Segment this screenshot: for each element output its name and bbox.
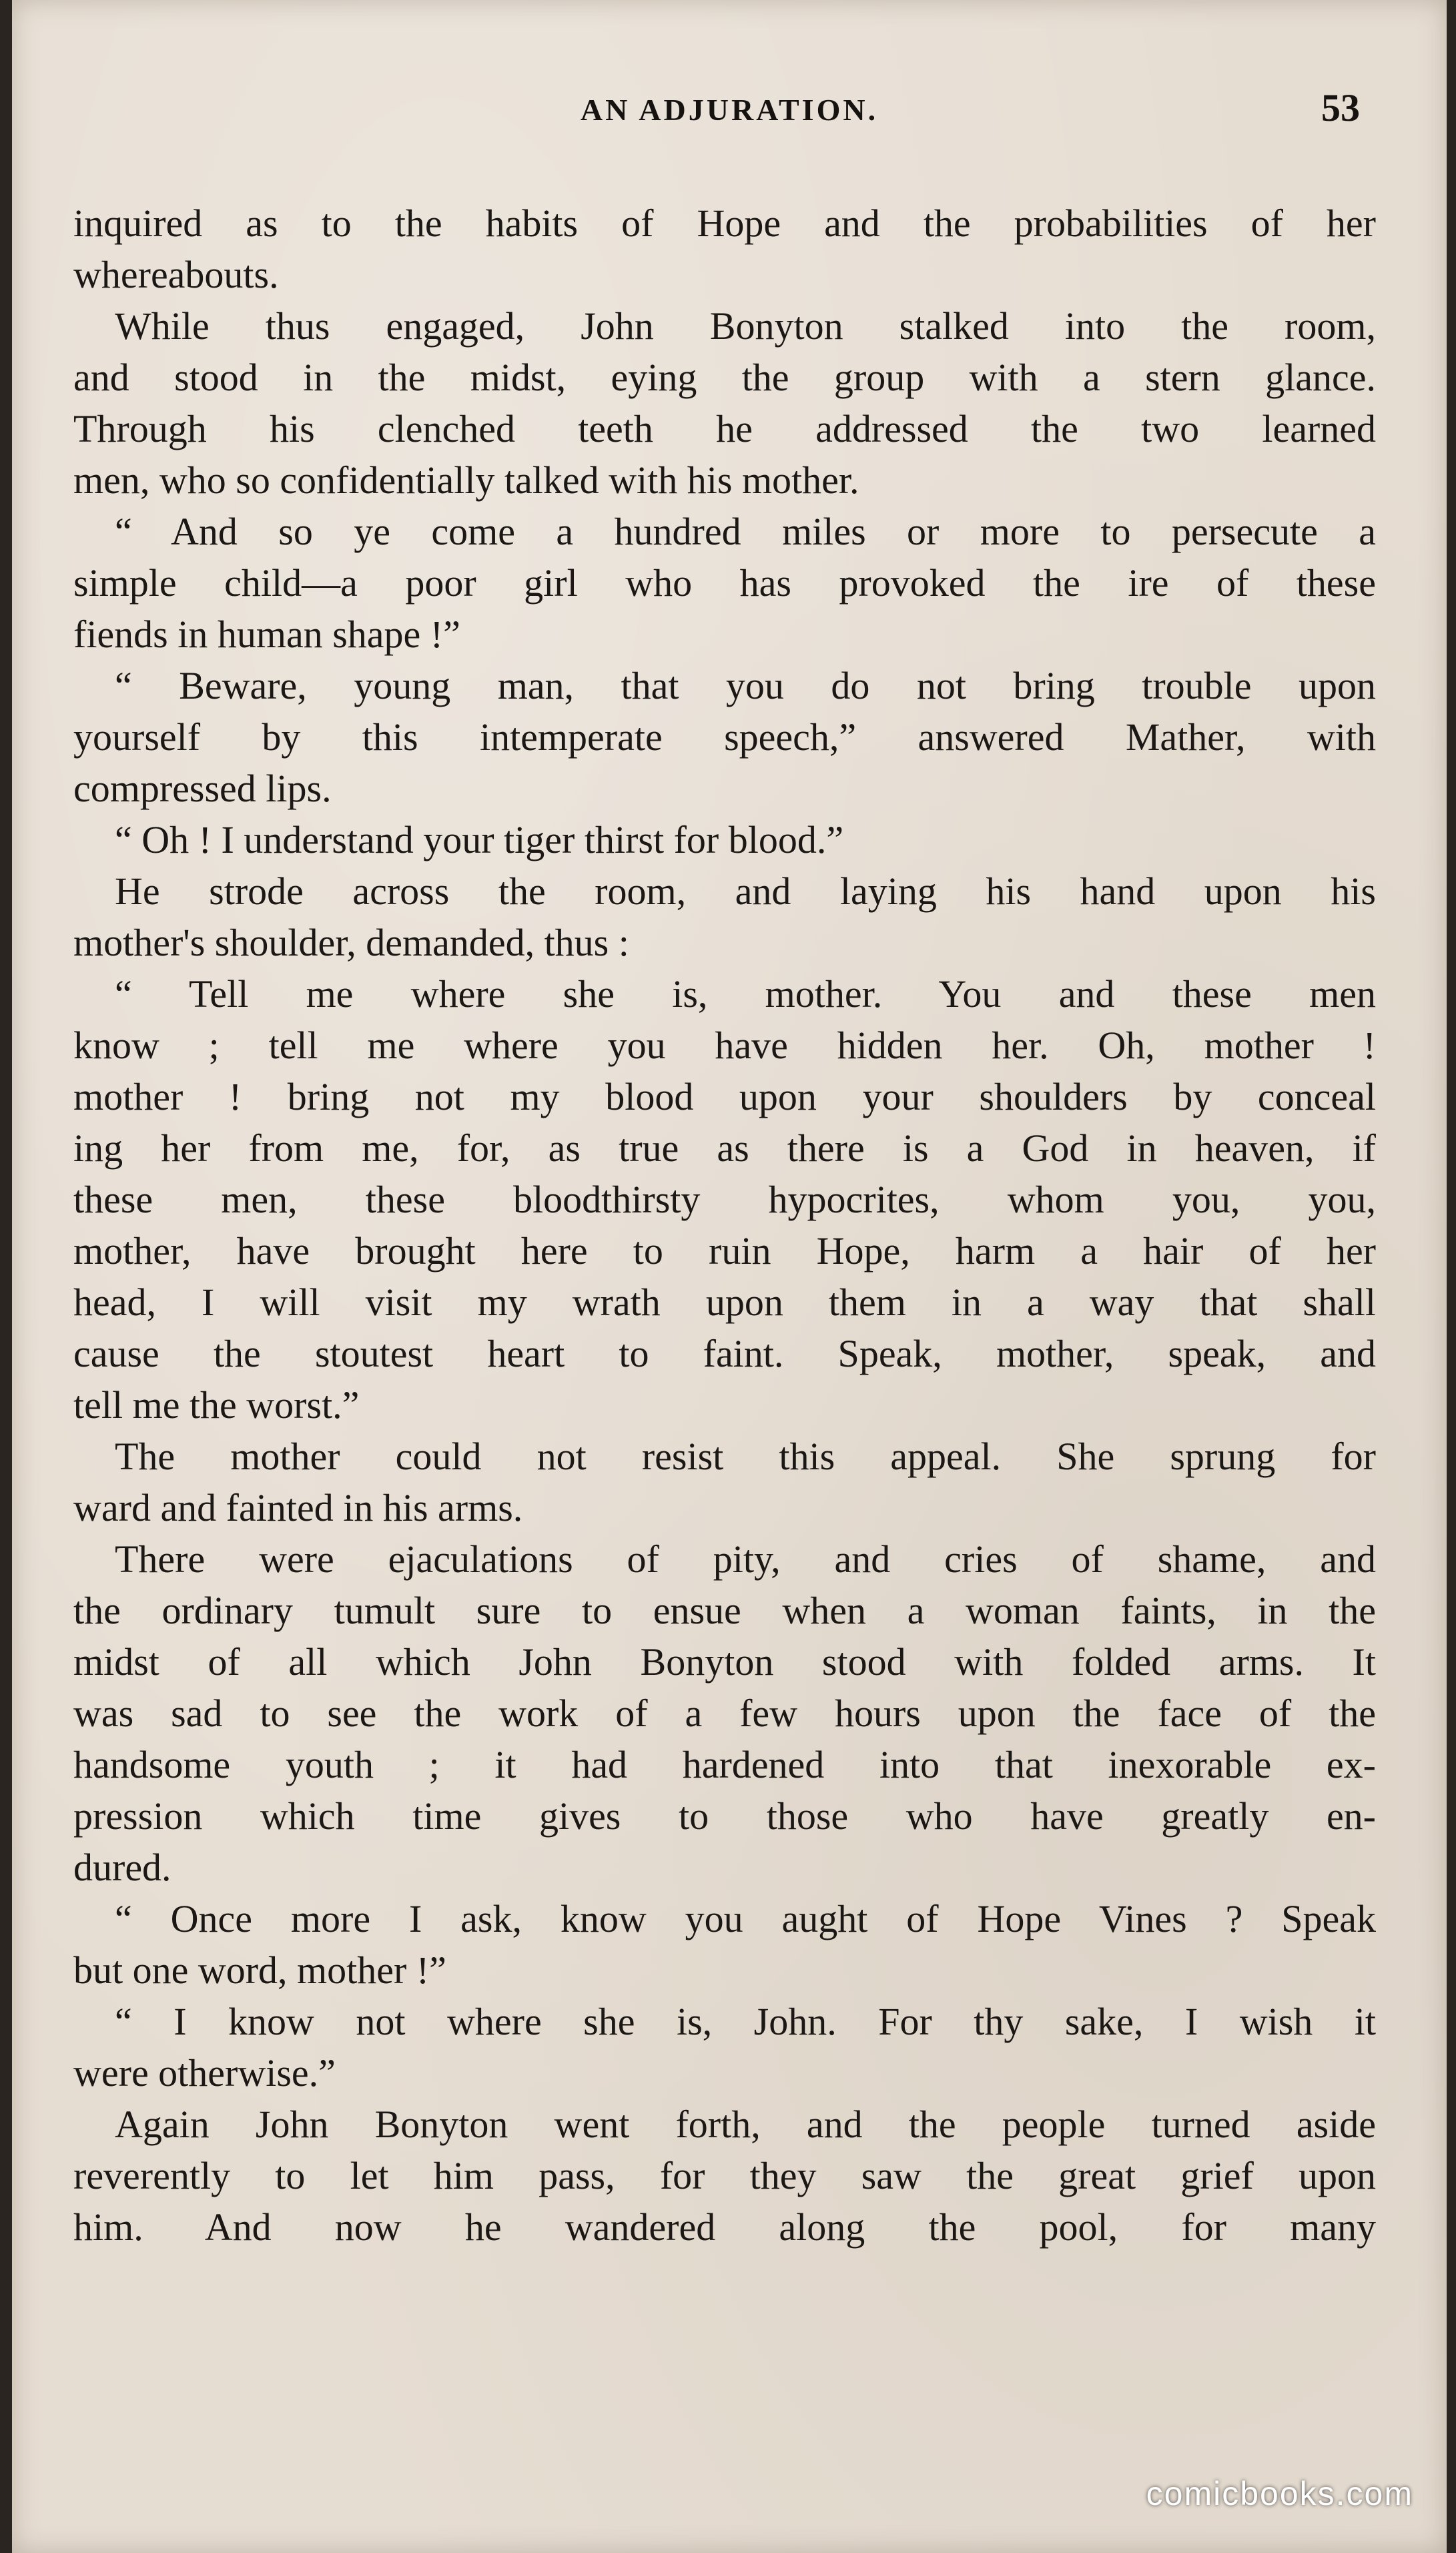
running-head <box>12 86 1447 145</box>
running-title: AN ADJURATION. <box>580 93 879 127</box>
text-line: the ordinary tumult sure to ensue when a woman faints, in the <box>73 1589 1376 1632</box>
text-line: reverently to let him pass, for they saw the great grief upon <box>73 2154 1376 2197</box>
text-line: “ I know not where she is, John. For thy sake, I wish it <box>115 2000 1376 2043</box>
text-line: cause the stoutest heart to faint. Speak, mother, speak, and <box>73 1332 1376 1375</box>
text-line: “ And so ye come a hundred miles or more to persecute a <box>115 510 1376 553</box>
page-number: 53 <box>1321 86 1360 129</box>
text-line: “ Oh ! I understand your tiger thirst for blood.” <box>115 818 844 861</box>
text-line: whereabouts. <box>73 253 279 296</box>
text-line: inquired as to the habits of Hope and the probabilities of her <box>73 202 1376 245</box>
text-line: was sad to see the work of a few hours upon the face of the <box>73 1692 1376 1735</box>
book-page <box>12 0 1447 2553</box>
text-line: men, who so confidentially talked with his mother. <box>73 458 859 502</box>
text-line: these men, these bloodthirsty hypocrites, whom you, you, <box>73 1178 1376 1221</box>
text-line: pression which time gives to those who have greatly en- <box>73 1794 1376 1838</box>
text-line: mother, have brought here to ruin Hope, harm a hair of her <box>73 1229 1376 1272</box>
text-line: and stood in the midst, eying the group with a stern glance. <box>73 356 1376 399</box>
text-line: While thus engaged, John Bonyton stalked into the room, <box>115 304 1376 348</box>
text-line: him. And now he wandered along the pool, for many <box>73 2205 1376 2249</box>
text-line: head, I will visit my wrath upon them in a way that shall <box>73 1281 1376 1324</box>
text-line: ward and fainted in his arms. <box>73 1486 523 1529</box>
text-line: simple child—a poor girl who has provoked the ire of these <box>73 561 1376 605</box>
text-line: Again John Bonyton went forth, and the people turned aside <box>115 2103 1376 2146</box>
text-line: The mother could not resist this appeal. She sprung for <box>115 1435 1376 1478</box>
body-text <box>73 198 1376 2253</box>
text-line: “ Beware, young man, that you do not bring trouble upon <box>115 664 1376 707</box>
text-line: mother's shoulder, demanded, thus : <box>73 921 629 964</box>
watermark: comicbooks.com <box>1146 2475 1413 2512</box>
text-line: ing her from me, for, as true as there is a God in heaven, if <box>73 1126 1376 1170</box>
text-line: midst of all which John Bonyton stood with folded arms. It <box>73 1640 1376 1684</box>
text-line: Through his clenched teeth he addressed the two learned <box>73 407 1376 450</box>
text-line: “ Tell me where she is, mother. You and these men <box>115 972 1376 1016</box>
text-line: mother ! bring not my blood upon your shoulders by conceal <box>73 1075 1376 1118</box>
text-line: “ Once more I ask, know you aught of Hope Vines ? Speak <box>115 1897 1376 1940</box>
text-line: There were ejaculations of pity, and cries of shame, and <box>115 1537 1376 1581</box>
text-line: He strode across the room, and laying his hand upon his <box>115 869 1376 913</box>
text-line: were otherwise.” <box>73 2051 336 2095</box>
text-line: yourself by this intemperate speech,” answered Mather, with <box>73 715 1376 759</box>
text-line: know ; tell me where you have hidden her. Oh, mother ! <box>73 1024 1376 1067</box>
text-line: handsome youth ; it had hardened into that inexorable ex- <box>73 1743 1376 1786</box>
text-line: tell me the worst.” <box>73 1383 360 1427</box>
text-line: but one word, mother !” <box>73 1948 446 1992</box>
text-line: dured. <box>73 1846 171 1889</box>
text-line: compressed lips. <box>73 767 332 810</box>
text-line: fiends in human shape !” <box>73 613 460 656</box>
